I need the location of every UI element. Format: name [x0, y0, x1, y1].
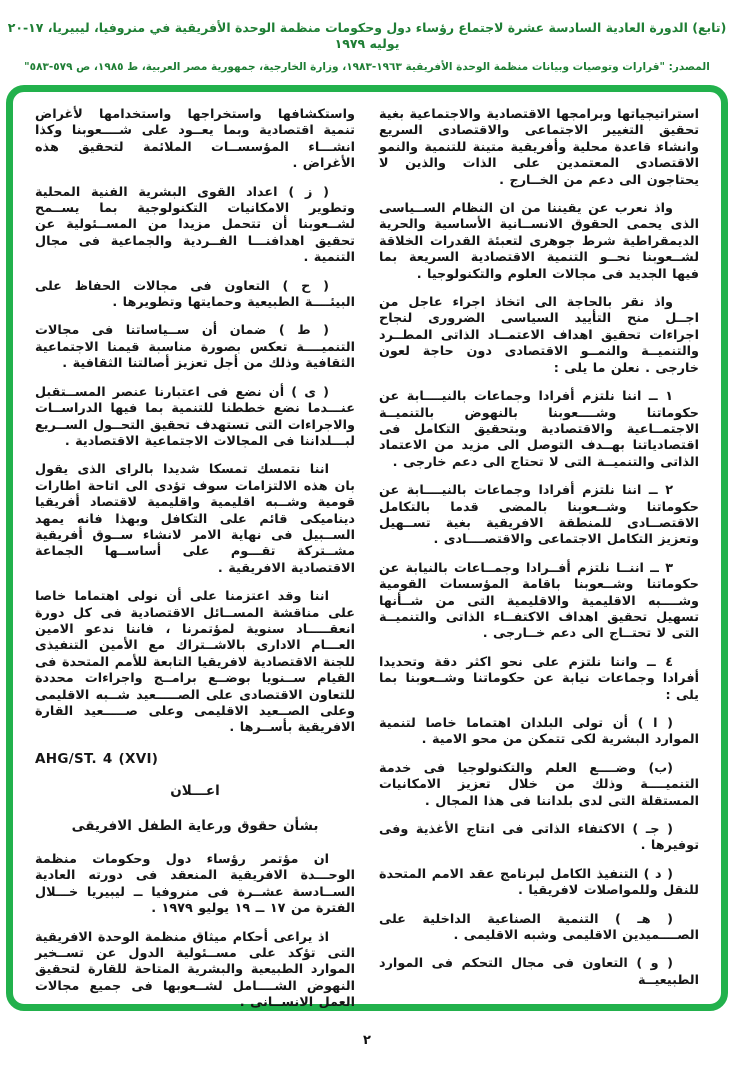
page-header [0, 20, 734, 74]
column-left [35, 107, 355, 1011]
doc-paragraph: واذ نعرب عن يقيننا من ان النظام الســياسى الذى يحمى الحقوق الانســانية الأساسية والحرية الديمقراطية شرط جوهرى لتعبئة القدرات الخلاقة لشــعوبنا نحــو التنمية الاقتصادية السريعة بما فيها الجديد فى مجالات العلوم والتكنولوجيا . [379, 201, 699, 282]
sub-item-d: ( د ) التنفيذ الكامل لبرنامج عقد الامم المتحدة للنقل وللمواصلات لافريقيا . [379, 866, 699, 899]
doc-paragraph: واذ نقر بالحاجة الى اتخاذ اجراء عاجل من اجــل منح التأييد السياسى الضرورى لنجاح اجراءات تحقيق اهداف الاعتمــاد الذاتى المطــرد والتنميــة والنمــو الاقتصادى دون حاجة لعون خارجى . نعلن ما يلى : [379, 295, 699, 376]
two-column-layout [35, 107, 699, 1011]
doc-paragraph: استراتيجياتها وبرامجها الاقتصادية والاجتماعية بغية تحقيق التغيير الاجتماعى والاقتصادى السريع وانشاء قاعدة محلية وأفريقية متينة للتنمية والنمو الاقتصادى المعتمدين على الذات والذين لا يحتاجون الى دعم من الخــارج . [379, 107, 699, 188]
sub-item-e: ( هـ ) التنمية الصناعية الداخلية على الصــــميدين الاقليمى وشبه الاقليمى . [379, 911, 699, 944]
session-title: (تابع) الدورة العادية السادسة عشرة لاجتماع رؤساء دول وحكومات منظمة الوحدة الأفريقية في منروفيا، ليبيريا، ١٧-٢٠ يوليه ١٩٧٩ [7, 20, 727, 51]
declaration-item-2: ٢ ــ اننا نلتزم أفرادا وجماعات بالنيــــابة عن حكوماتنا وشــعوبنا بالمضى قدما بالتكامل الاقتصــادى للمنطقة الافريقية بغية تســهيل وتعزيز التكامل الاجتماعى والاقتصــــادى . [379, 483, 699, 548]
page-number: ٢ [363, 1033, 371, 1048]
source-citation: المصدر: "قرارات وتوصيات وبيانات منظمة الوحدة الأفريقية ١٩٦٣-١٩٨٣، وزارة الخارجية، جمهورية مصر العربية، ط ١٩٨٥، ص ٥٧٩-٥٨٣" [24, 61, 710, 73]
declaration-item-1: ١ ــ اننا نلتزم أفرادا وجماعات بالنيــــابة عن حكوماتنا وشــــعوبنا بالنهوض بالتنميــة الاجتمــاعية والاقتصادية وبتحقيق التكامل فى اقتصادياتنا بهــدف التوصل الى مزيد من الاعتماد الذاتى والتنميــة التى لا تحتاج الى دعم خارجى . [379, 389, 699, 470]
declaration-subtitle: بشأن حقوق ورعاية الطفل الافريقى [71, 817, 319, 834]
sub-item-y: ( ى ) أن نضع فى اعتبارنا عنصر المســتقبل عنـــدما نضع خططنا للتنمية بما فيها الدراســات والاجراءات التى تستهدف تحقيق التحــول الســريع لبـــلداننا فى المجالات الاجتماعية الاقتصادية . [35, 384, 355, 449]
doc-paragraph: ان مؤتمر رؤساء دول وحكومات منظمة الوحـــدة الافريقية المنعقد فى دورته العادية الســادسة عشــرة فى منروفيا ــ ليبيريا خـــلال الفترة من ١٧ ــ ١٩ يوليو ١٩٧٩ . [35, 852, 355, 917]
doc-paragraph: اننا وقد اعتزمنا على أن نولى اهتماما خاصا على مناقشة المســائل الاقتصادية فى كل دورة انعقـــــاد سنوية لمؤتمرنا ، فاننا ندعو الامين العـــام الادارى بالاشــتراك مع الأمين التنفيذى للجنة الاقتصادية لافريقيا التابعة للأمم المتحدة فى القيام ســنويا بوضــع برامــج واجراءات محددة للتعاون الاقتصادى على الصـــــعيد شــبه الاقليمى وعلى الصــعيد الاقليمى وعلى صـــــعيد القارة الافريقية بأســرها . [35, 589, 355, 736]
doc-paragraph: اذ يراعى أحكام ميثاق منظمة الوحدة الافريقية التى تؤكد على مســئولية الدول عن تســخير الموارد الطبيعية والبشرية المتاحة للقارة لتحقيق النهوض الشــــامل لشــعوبها فى جميع مجالات العمل الانســانى . [35, 929, 355, 1011]
sub-item-a: ( ا ) أن تولى البلدان اهتماما خاصا لتنمية الموارد البشرية لكى تتمكن من محو الامية . [379, 716, 699, 748]
sub-item-t: ( ط ) ضمان أن ســياساتنا فى مجالات التنميــــة تعكس بصورة مناسبة قيمنا الاجتماعية الثقافية وذلك من أجل تعزيز أصالتنا الثقافية . [35, 323, 355, 372]
declaration-item-4: ٤ ــ واننا نلتزم على نحو اكثر دقة وتحديدا أفرادا وجماعات نيابة عن حكوماتنا وشــعوبنا بما يلى : [379, 654, 699, 703]
declaration-item-3: ٣ ــ اننــا نلتزم أفــرادا وجمــاعات بالنيابة عن حكوماتنا وشــعوبنا باقامة المؤسسات القومية وشــــبه الاقليمية والاقليمية التى من شــأنها تسهيل تحقيق اهداف الاكتفــاء الذاتى والتنميــة التى لا تحتــاج الى دعم خــارجى . [379, 560, 699, 642]
document-green-box [6, 85, 728, 1011]
sub-item-h: ( ح ) التعاون فى مجالات الحفاظ على البيئــــة الطبيعية وحمايتها وتطويرها . [35, 278, 355, 311]
sub-item-b: (ب) وضــــع العلم والتكنولوجيا فى خدمة التنميــــة وذلك من خلال تعزيز الامكانيات المستقلة التى لدى بلداننا فى هذا المجال . [379, 760, 699, 809]
sub-item-c: ( جـ ) الاكتفاء الذاتى فى انتاج الأغذية وفى توفيرها . [379, 822, 699, 854]
column-right [379, 107, 699, 994]
doc-ref-code: AHG/ST. 4 (XVI) [35, 750, 159, 767]
sub-item-z: ( ز ) اعداد القوى البشرية الفنية المحلية وتطوير الامكانيات التكنولوجية بما يســمح لشــعوبنا أن تتحمل مزيدا من المســئولية عن تحقيق اهدافنـــا الفــردية والجماعية فى مجال التنمية . [35, 184, 355, 266]
declaration-title: اعـــلان [170, 783, 220, 800]
sub-item-f: ( و ) التعاون فى مجال التحكم فى الموارد الطبيعيــة [379, 956, 699, 988]
doc-paragraph: اننا نتمسك تمسكا شديدا بالراى الذى يقول بان هذه الالتزامات سوف تؤدى الى اتاحة اطارات قومية وشــبه اقليمية واقليمية لاقتصاد أفريقيا ديناميكى قائم على التكافل وبهذا فانه يمهد الســبيل فى نهاية الامر لانشاء ســوق أفريقية مشــتركة تقـــوم على أساســها الجماعة الاقتصادية الافريقية . [35, 462, 355, 576]
doc-paragraph: واستكشافها واستخراجها واستخدامها لأغراض تنمية اقتصادية وبما يعــود على شــــعوبنا وكذا انشـــاء المؤسســات الملائمة لتحقيق هذه الأغراض . [35, 107, 355, 172]
